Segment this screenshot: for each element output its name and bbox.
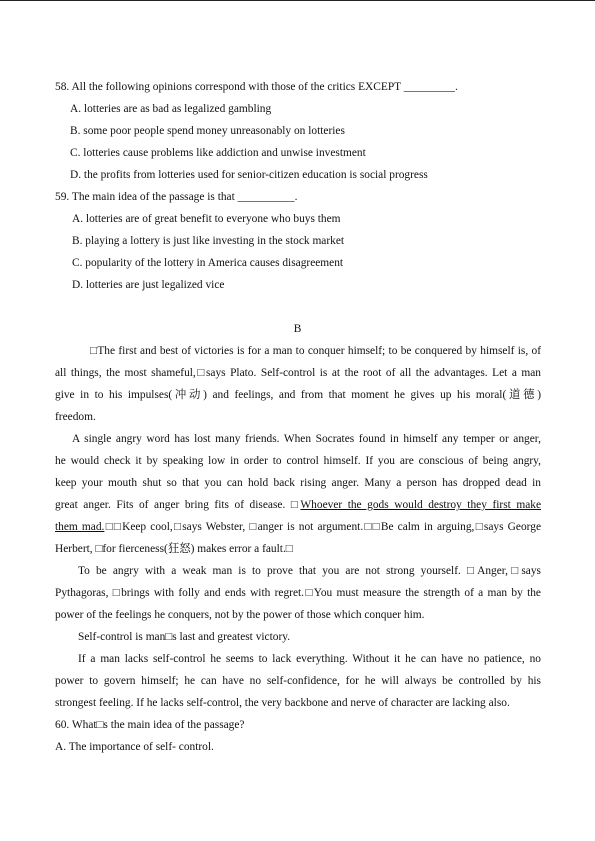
p2-line-6: Herbert, □for fierceness(狂怒) makes error a fault.□	[55, 543, 293, 555]
p2-line-5-text: □□Keep cool,□says Webster, □anger is not argument.□□Be calm in arguing,□says George	[104, 521, 541, 533]
q59-option-b: B. playing a lottery is just like investing in the stock market	[72, 235, 345, 247]
p5-line-2: power to govern himself; he can have no self-confidence, for he will always be controlled by his	[55, 675, 541, 687]
p2-line-1: A single angry word has lost many friends. When Socrates found in himself any temper or anger,	[72, 433, 541, 445]
p2-line-2: he would check it by speaking low in order to control himself. If you are conscious of being angry,	[55, 455, 541, 467]
top-border-rule	[0, 0, 595, 1]
question-60-stem: 60. What□s the main idea of the passage?	[55, 719, 245, 731]
q59-option-d: D. lotteries are just legalized vice	[72, 279, 225, 291]
p1-line-1: □The first and best of victories is for a man to conquer himself; to be conquered by himself is, of	[90, 345, 541, 357]
q58-option-c: C. lotteries cause problems like addiction and unwise investment	[70, 147, 366, 159]
p2-line-5	[55, 520, 541, 534]
p3-line-2: Pythagoras, □brings with folly and ends with regret.□You must measure the strength of a man by the	[55, 587, 541, 599]
question-59-stem: 59. The main idea of the passage is that __________.	[55, 191, 298, 203]
p5-line-3: strongest feeling. If he lacks self-control, the very backbone and nerve of character are lacking also.	[55, 697, 510, 709]
q58-option-a: A. lotteries are as bad as legalized gambling	[70, 103, 272, 115]
q60-option-a: A. The importance of self- control.	[55, 741, 214, 753]
p1-line-2: all things, the most shameful,□says Plato. Self-control is at the root of all the advantages. Let a man	[55, 367, 541, 379]
p1-line-3: give in to his impulses(冲动) and feelings, and from that moment he gives up his moral(道德)	[55, 389, 541, 401]
p1-line-4: freedom.	[55, 411, 96, 423]
p3-line-1: To be angry with a weak man is to prove that you are not strong yourself. □Anger,□says	[78, 565, 541, 577]
q58-option-b: B. some poor people spend money unreasonably on lotteries	[70, 125, 345, 137]
question-58-stem: 58. All the following opinions correspond with those of the critics EXCEPT _________.	[55, 81, 458, 93]
underlined-quote-part-1: Whoever the gods would destroy they first make	[300, 499, 542, 511]
q58-option-d: D. the profits from lotteries used for senior-citizen education is social progress	[70, 169, 428, 181]
p3-line-3: power of the feelings he conquers, not by the power of those which conquer him.	[55, 609, 425, 621]
p2-line-3: keep your mouth shut so that you can hold back rising anger. Many a person has dropped dead in	[55, 477, 541, 489]
underlined-quote-part-2: them mad.	[55, 521, 105, 533]
p5-line-1: If a man lacks self-control he seems to lack everything. Without it he can have no patience, no	[78, 653, 541, 665]
p2-line-4-text: great anger. Fits of anger bring fits of disease. □	[55, 499, 301, 511]
p4-line: Self-control is man□s last and greatest victory.	[78, 631, 291, 643]
q59-option-c: C. popularity of the lottery in America causes disagreement	[72, 257, 344, 269]
q59-option-a: A. lotteries are of great benefit to everyone who buys them	[72, 213, 341, 225]
section-b-heading: B	[293, 323, 302, 335]
p2-line-4	[55, 498, 541, 512]
